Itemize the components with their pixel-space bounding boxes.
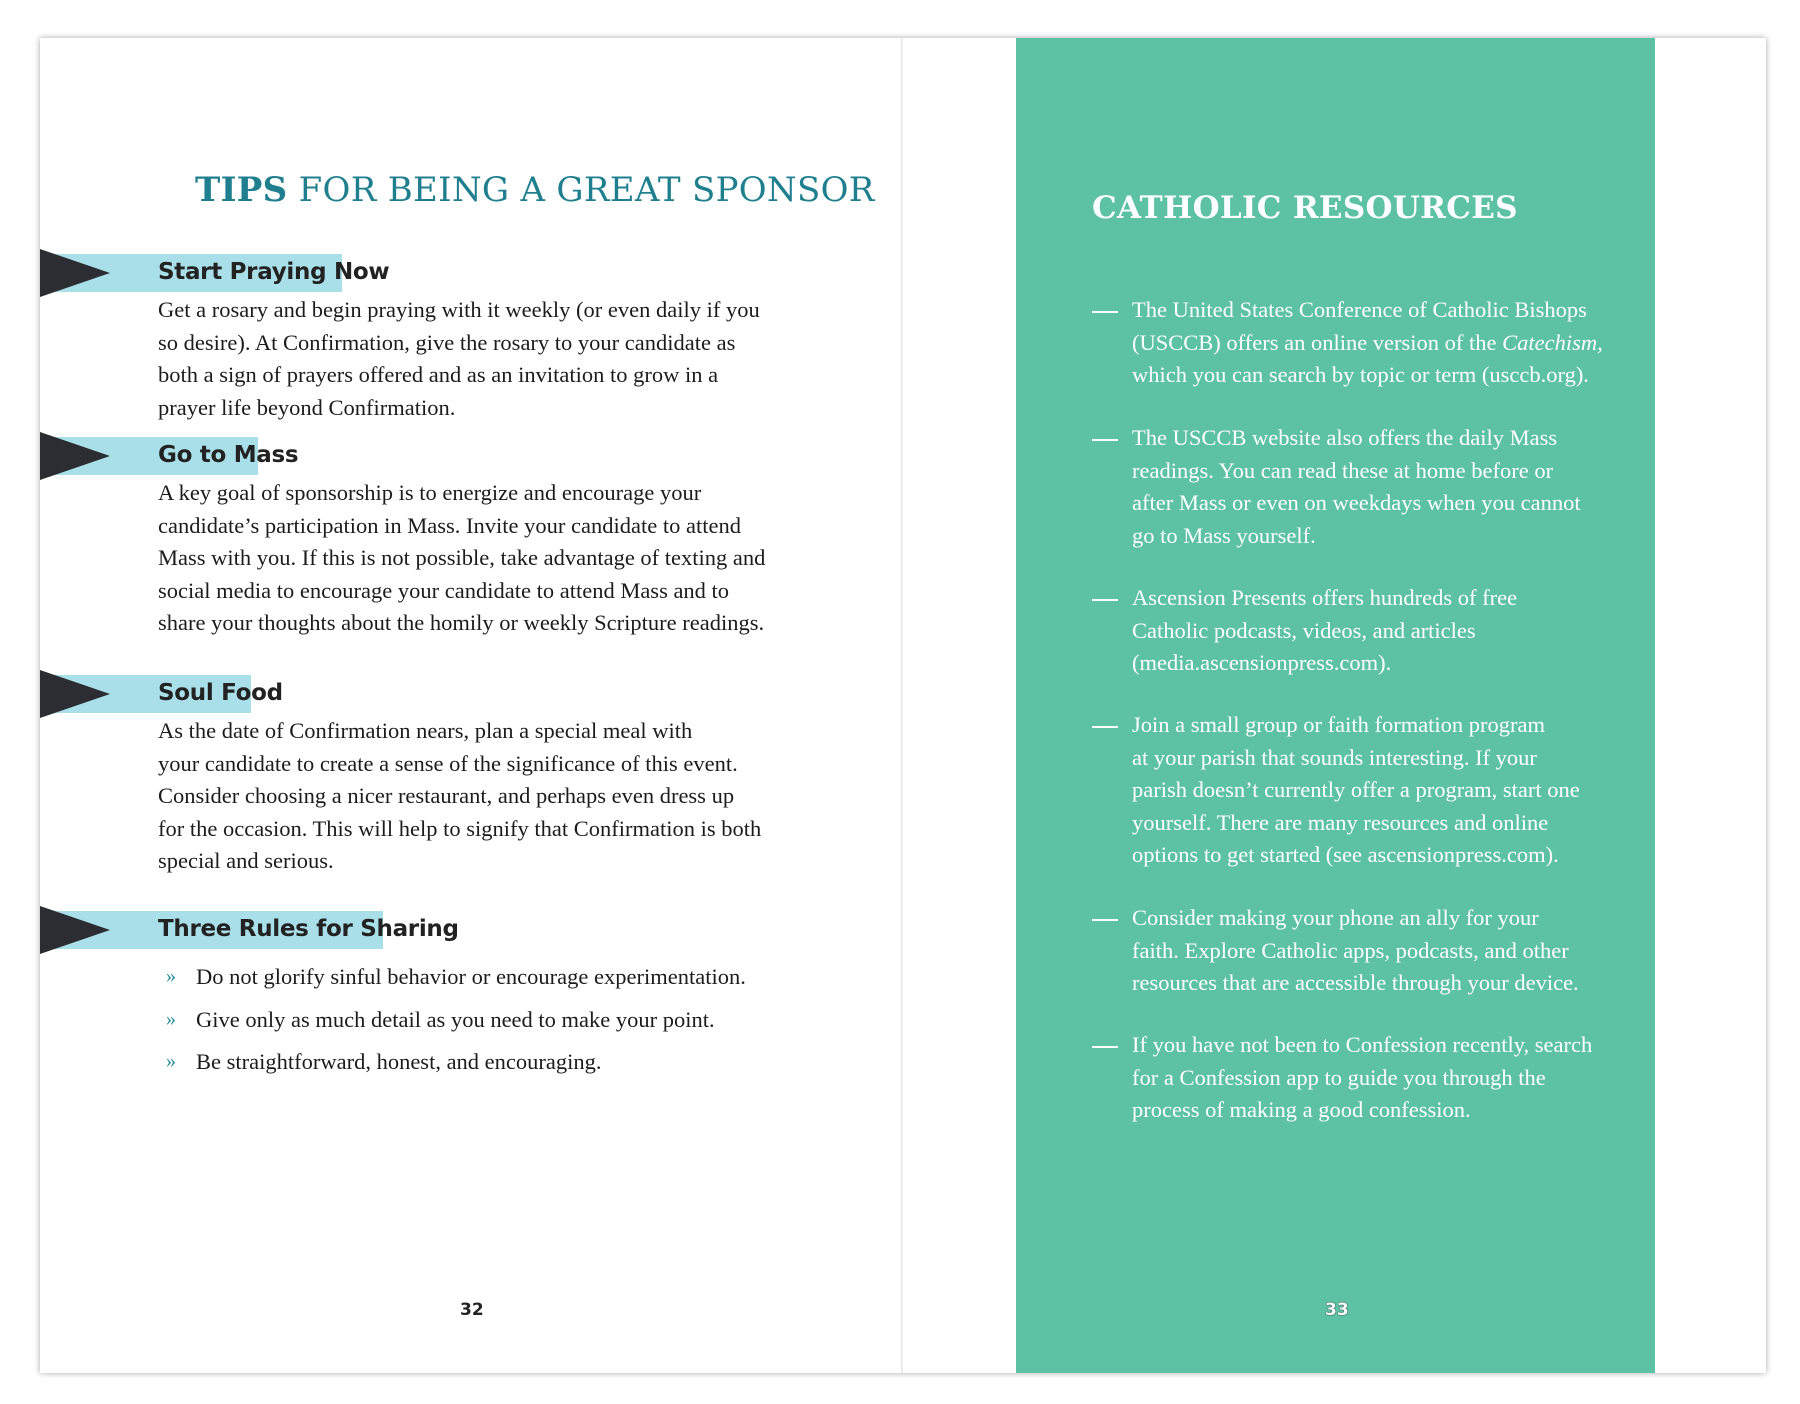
- page-number: 33: [1325, 1300, 1349, 1320]
- double-chevron-icon: »: [166, 1050, 176, 1072]
- list-item: » Be straightforward, honest, and encouraging.: [166, 1046, 806, 1089]
- double-chevron-icon: »: [166, 965, 176, 987]
- tip-body: A key goal of sponsorship is to energize and encourage your candidate’s participation in Mass. Invite your candidate to attend Mass with you. If this is not possible, take advantage of texting and social media to encourage your candidate to attend Mass and to share your thoughts about the homily or weekly Scripture readings.: [158, 480, 766, 636]
- dash-icon: [1092, 311, 1118, 313]
- page-gutter: [901, 38, 903, 1373]
- arrow-pointer-icon: [40, 432, 110, 480]
- tip-heading: Soul Food: [158, 680, 283, 706]
- arrow-pointer-icon: [40, 670, 110, 718]
- rules-list: [166, 961, 806, 1089]
- dash-icon: [1092, 439, 1118, 441]
- list-item: » Give only as much detail as you need to make your point.: [166, 1004, 806, 1047]
- arrow-pointer-icon: [40, 906, 110, 954]
- page-title: TIPS FOR BEING A GREAT SPONSOR: [195, 170, 875, 210]
- tip-heading: Start Praying Now: [158, 259, 390, 285]
- tip-heading: Go to Mass: [158, 442, 299, 468]
- arrow-pointer-icon: [40, 249, 110, 297]
- book-spread: TIPS FOR BEING A GREAT SPONSOR Start Praying Now Get a rosary and begin praying with it weekly (or even daily if you so desire). At Confirmation, give the rosary to your candidate as both a sign of prayers offered and as an invitation to grow in a prayer life beyond Confirmation. Go to Mass A key goal of sponsorship is to energize and encourage your candidate’s participation in Mass. Invite your candidate to attend Mass with you. If this is not possible, take advantage of texting and social media to encourage your candidate to attend Mass and to share your thoughts about the homily or weekly Scripture readings. Soul Food As the date of Confirmation nears, plan a special meal with your candidate to create a sense of the significance of this event. Consider choosing a nicer restaurant, and perhaps even dress up for the occasion. This will help to signify that Confirmation is both special and serious. Three Rules for Sharing » Do not glorify sinful behavior or encourage experimentation. » Give only as much detail as you need to make your point. » Be straightforward, honest, and encouraging. 32 CATHOLIC RESOURCES The United States Conference of Catholic Bishops (USCCB) offers an online version of the Catechism, which you can search by topic or term (usccb.org). The USCCB website also offers the daily Mass readings. You can read these at home before or after Mass or even on weekdays when you cannot go to Mass yourself. Ascension Presents offers hundreds of free Catholic podcasts, videos, and articles (media.ascensionpress.com). Join a small group or faith formation program at your parish that sounds interesting. If your parish doesn’t currently offer a program, start one yourself. There are many resources and online options to get started (see ascensionpress.com). Consider making your phone an ally for your faith. Explore Catholic apps, podcasts, and other resources that are accessible through your device. If you have not been to Confession recently, search for a Confession app to guide you through the process of making a good confession. 33: [40, 38, 1766, 1373]
- page-number: 32: [460, 1300, 484, 1320]
- page-title: CATHOLIC RESOURCES: [1092, 190, 1518, 226]
- tip-heading: Three Rules for Sharing: [158, 916, 459, 942]
- list-item: » Do not glorify sinful behavior or encourage experimentation.: [166, 961, 806, 1004]
- dash-icon: [1092, 1046, 1118, 1048]
- resources-panel: [1016, 38, 1655, 1373]
- tip-body: Get a rosary and begin praying with it weekly (or even daily if you so desire). At Confirmation, give the rosary to your candidate as both a sign of prayers offered and as an invitation to grow in a prayer life beyond Confirmation.: [158, 297, 760, 420]
- dash-icon: [1092, 919, 1118, 921]
- dash-icon: [1092, 599, 1118, 601]
- dash-icon: [1092, 726, 1118, 728]
- tip-body: As the date of Confirmation nears, plan a special meal with your candidate to create a sense of the significance of this event. Consider choosing a nicer restaurant, and perhaps even dress up for the occasion. This will help to signify that Confirmation is both special and serious.: [158, 718, 762, 874]
- double-chevron-icon: »: [166, 1007, 176, 1030]
